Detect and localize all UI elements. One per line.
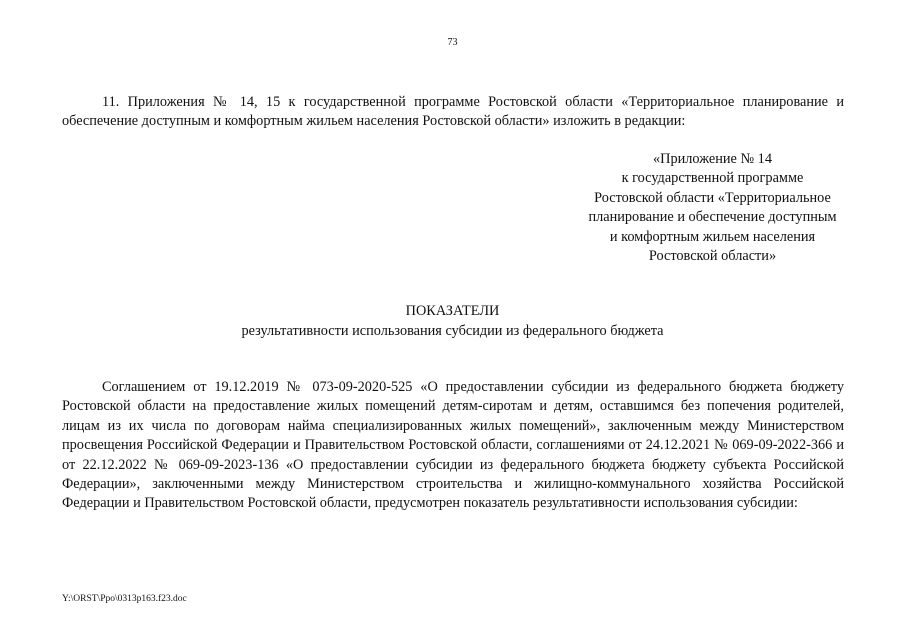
appendix-line: «Приложение № 14 bbox=[653, 151, 772, 167]
appendix-line: Ростовской области» bbox=[648, 248, 777, 265]
appendix-header bbox=[565, 150, 860, 266]
page-number: 73 bbox=[447, 37, 458, 48]
appendix-line: к государственной программе bbox=[621, 170, 804, 187]
appendix-line: планирование и обеспечение доступным bbox=[588, 209, 837, 226]
appendix-line: Ростовской области «Территориальное bbox=[594, 189, 831, 206]
appendix-line: и комфортным жильем населения bbox=[609, 228, 816, 245]
footer-file-path: Y:\ORST\Ppo\0313p163.f23.doc bbox=[62, 594, 187, 604]
agreement-paragraph: Соглашением от 19.12.2019 № 073-09-2020-525 «О предоставлении субсидии из федерального бюджета бюджету Ростовской области на предоставление жилых помещений детям-сиротам и детям, оставшимся без попечения родителей, лицам из их числа по договорам найма специализированных жилых помещений», заключенным между Министерством просвещения Российской Федерации и Правительством Ростовской области, соглашениями от 24.12.2021 № 069-09-2022-366 и от 22.12.2022 № 069-09-2023-136 «О предоставлении субсидии из федерального бюджета бюджету субъекта Российской Федерации», заключенными между Министерством строительства и жилищно-коммунального хозяйства Российской Федерации и Правительством Ростовской области, предусмотрен показатель результативности использования субсидии: bbox=[62, 379, 844, 512]
amendment-paragraph: 11. Приложения № 14, 15 к государственной программе Ростовской области «Территориальное планирование и обеспечение доступным и комфортным жильем населения Ростовской области» изложить в редакции: bbox=[62, 94, 844, 130]
section-subtitle: результативности использования субсидии из федерального бюджета bbox=[241, 323, 664, 339]
section-title: ПОКАЗАТЕЛИ bbox=[405, 303, 500, 319]
